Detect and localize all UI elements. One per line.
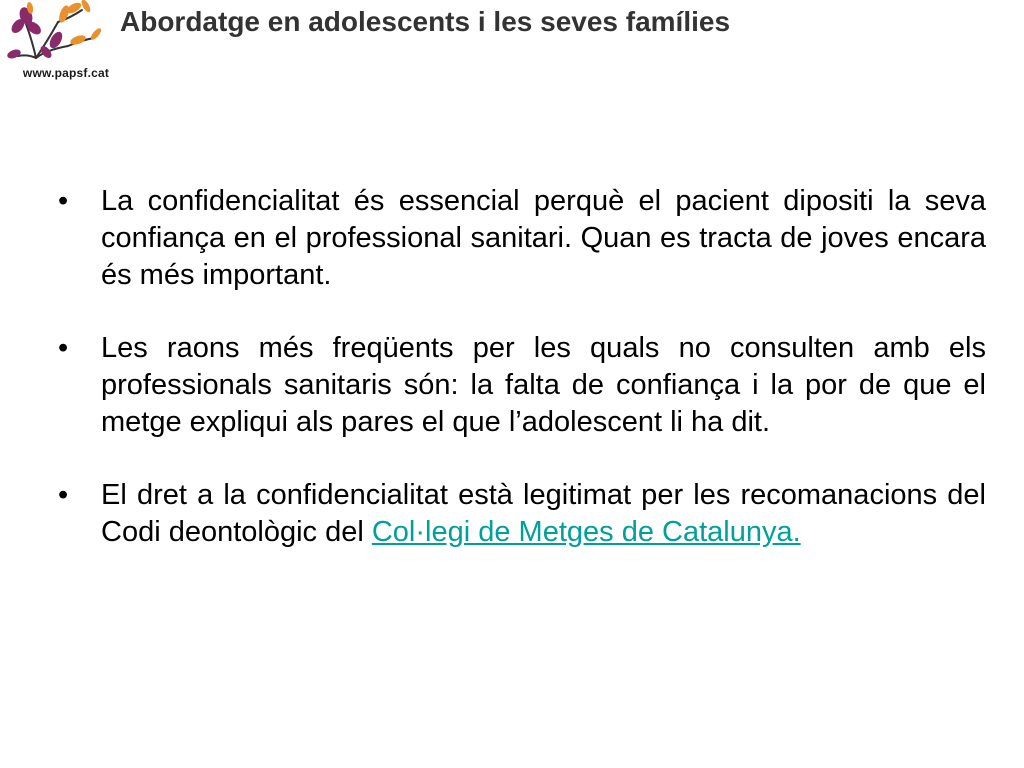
bullet-text: La confidencialitat és essencial perquè el pacient dipositi la seva confiança en el professional sanitari. Quan es tracta de joves encara és més important. xyxy=(101,185,986,291)
bullet-dot-icon: • xyxy=(58,479,69,511)
logo-url-text: www.papsf.cat xyxy=(22,66,110,80)
bullet-item xyxy=(58,183,986,294)
papsf-logo xyxy=(6,0,124,88)
college-link[interactable]: Col·legi de Metges de Catalunya. xyxy=(371,516,801,548)
bullet-item xyxy=(58,330,986,441)
page-title: Abordatge en adolescents i les seves famílies xyxy=(120,6,731,37)
bullet-item xyxy=(58,477,986,551)
bullet-text: Les raons més freqüents per les quals no consulten amb els professionals sanitaris són: la falta de confiança i la por de que el metge expliqui als pares el que l’adolescent li ha dit. xyxy=(101,332,986,438)
bullet-text: El dret a la confidencialitat està legitimat per les recomanacions del Codi deontològic del xyxy=(101,479,986,548)
bullet-dot-icon: • xyxy=(58,185,69,217)
flowers-logo-icon xyxy=(6,0,124,70)
bullet-dot-icon: • xyxy=(58,332,69,364)
bullet-list xyxy=(58,183,986,551)
